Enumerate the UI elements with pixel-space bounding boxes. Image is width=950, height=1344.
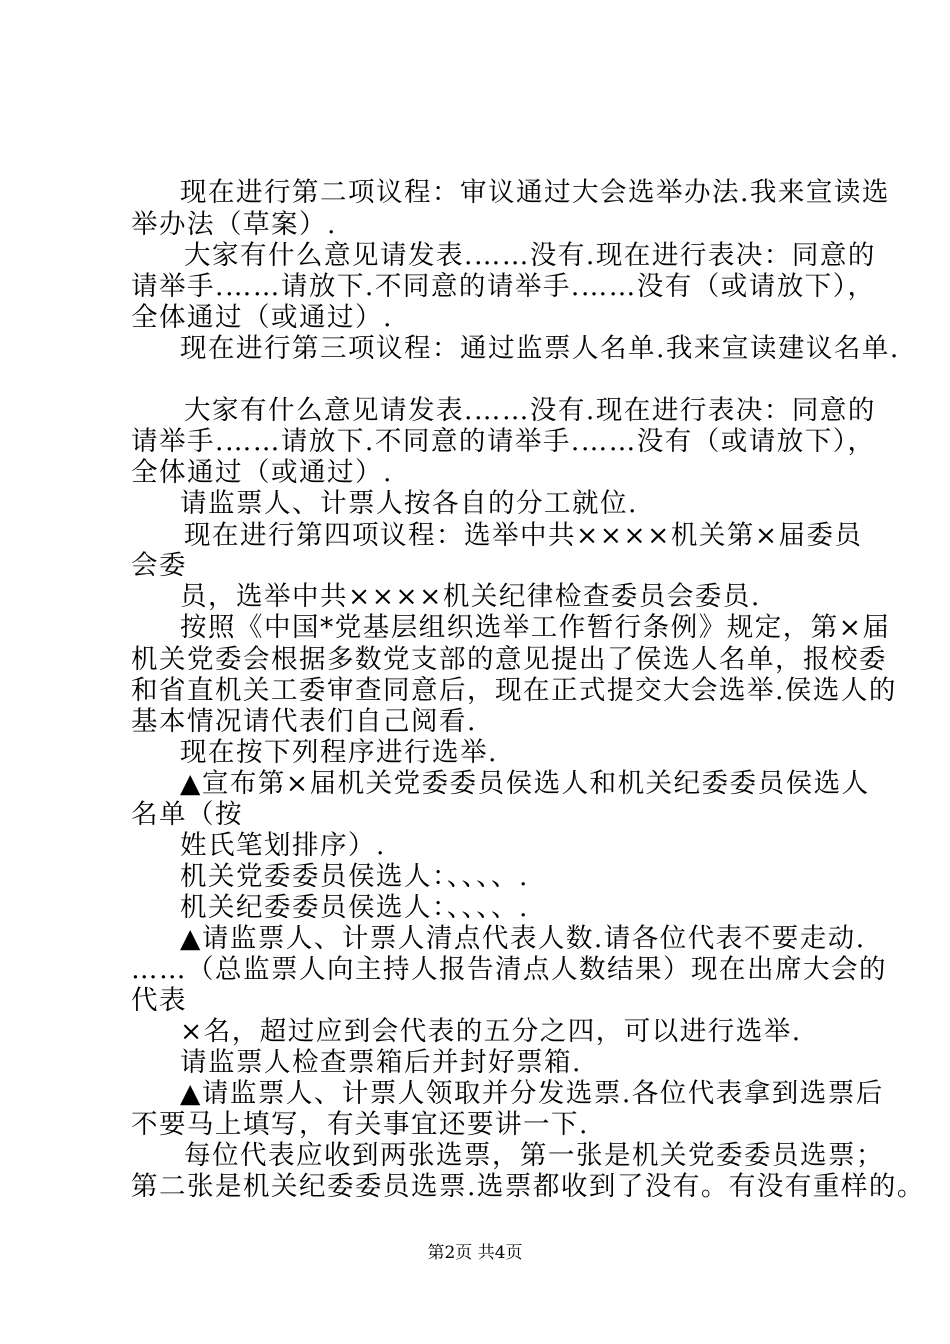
- text-line: 请监票人检查票箱后并封好票箱.: [180, 1047, 582, 1078]
- text-line: ……（总监票人向主持人报告清点人数结果）现在出席大会的: [131, 954, 887, 985]
- text-line: 和省直机关工委审查同意后，现在正式提交大会选举.侯选人的: [131, 675, 897, 706]
- text-line: 不要马上填写，有关事宜还要讲一下.: [131, 1109, 589, 1140]
- text-line: 机关纪委委员侯选人：、、、、.: [180, 892, 529, 923]
- text-line: 第二张是机关纪委委员选票.选票都收到了没有。有没有重样的。: [131, 1171, 925, 1202]
- text-line: 请举手.……请放下.不同意的请举手.……没有（或请放下），: [131, 426, 876, 457]
- text-line: 现在进行第四项议程：选举中共××××机关第×届委员: [184, 520, 863, 551]
- text-line: 名单（按: [131, 799, 243, 830]
- text-line: 代表: [131, 985, 187, 1016]
- text-line: 大家有什么意见请发表.……没有.现在进行表决：同意的: [184, 240, 876, 271]
- text-line: ×名，超过应到会代表的五分之四，可以进行选举.: [180, 1016, 802, 1047]
- text-line: 请监票人、计票人按各自的分工就位.: [180, 488, 638, 519]
- text-line: ▲宣布第×届机关党委委员侯选人和机关纪委委员侯选人: [180, 768, 870, 799]
- text-line: 现在按下列程序进行选举.: [180, 737, 498, 768]
- text-line: 会委: [131, 550, 187, 581]
- text-line: 每位代表应收到两张选票，第一张是机关党委委员选票；: [184, 1140, 884, 1171]
- text-line: 请举手.……请放下.不同意的请举手.……没有（或请放下），: [131, 271, 876, 302]
- text-line: 机关党委会根据多数党支部的意见提出了侯选人名单，报校委: [131, 644, 887, 675]
- text-line: 全体通过（或通过）.: [131, 457, 393, 488]
- text-line: 按照《中国*党基层组织选举工作暂行条例》规定，第×届: [180, 612, 891, 643]
- page-number: 第2页 共4页: [427, 1243, 523, 1263]
- text-line: 举办法（草案）.: [131, 209, 337, 240]
- text-line: 现在进行第三项议程：通过监票人名单.我来宣读建议名单.: [180, 333, 900, 364]
- text-line: 现在进行第二项议程：审议通过大会选举办法.我来宣读选: [180, 177, 890, 208]
- text-line: 大家有什么意见请发表.……没有.现在进行表决：同意的: [184, 395, 876, 426]
- text-line: 基本情况请代表们自己阅看.: [131, 706, 477, 737]
- text-line: 姓氏笔划排序）.: [180, 830, 386, 861]
- text-line: 全体通过（或通过）.: [131, 302, 393, 333]
- text-line: 员，选举中共××××机关纪律检查委员会委员.: [180, 581, 761, 612]
- text-line: ▲请监票人、计票人领取并分发选票.各位代表拿到选票后: [180, 1078, 884, 1109]
- text-line: ▲请监票人、计票人清点代表人数.请各位代表不要走动.: [180, 923, 866, 954]
- text-line: 机关党委委员侯选人：、、、、.: [180, 861, 529, 892]
